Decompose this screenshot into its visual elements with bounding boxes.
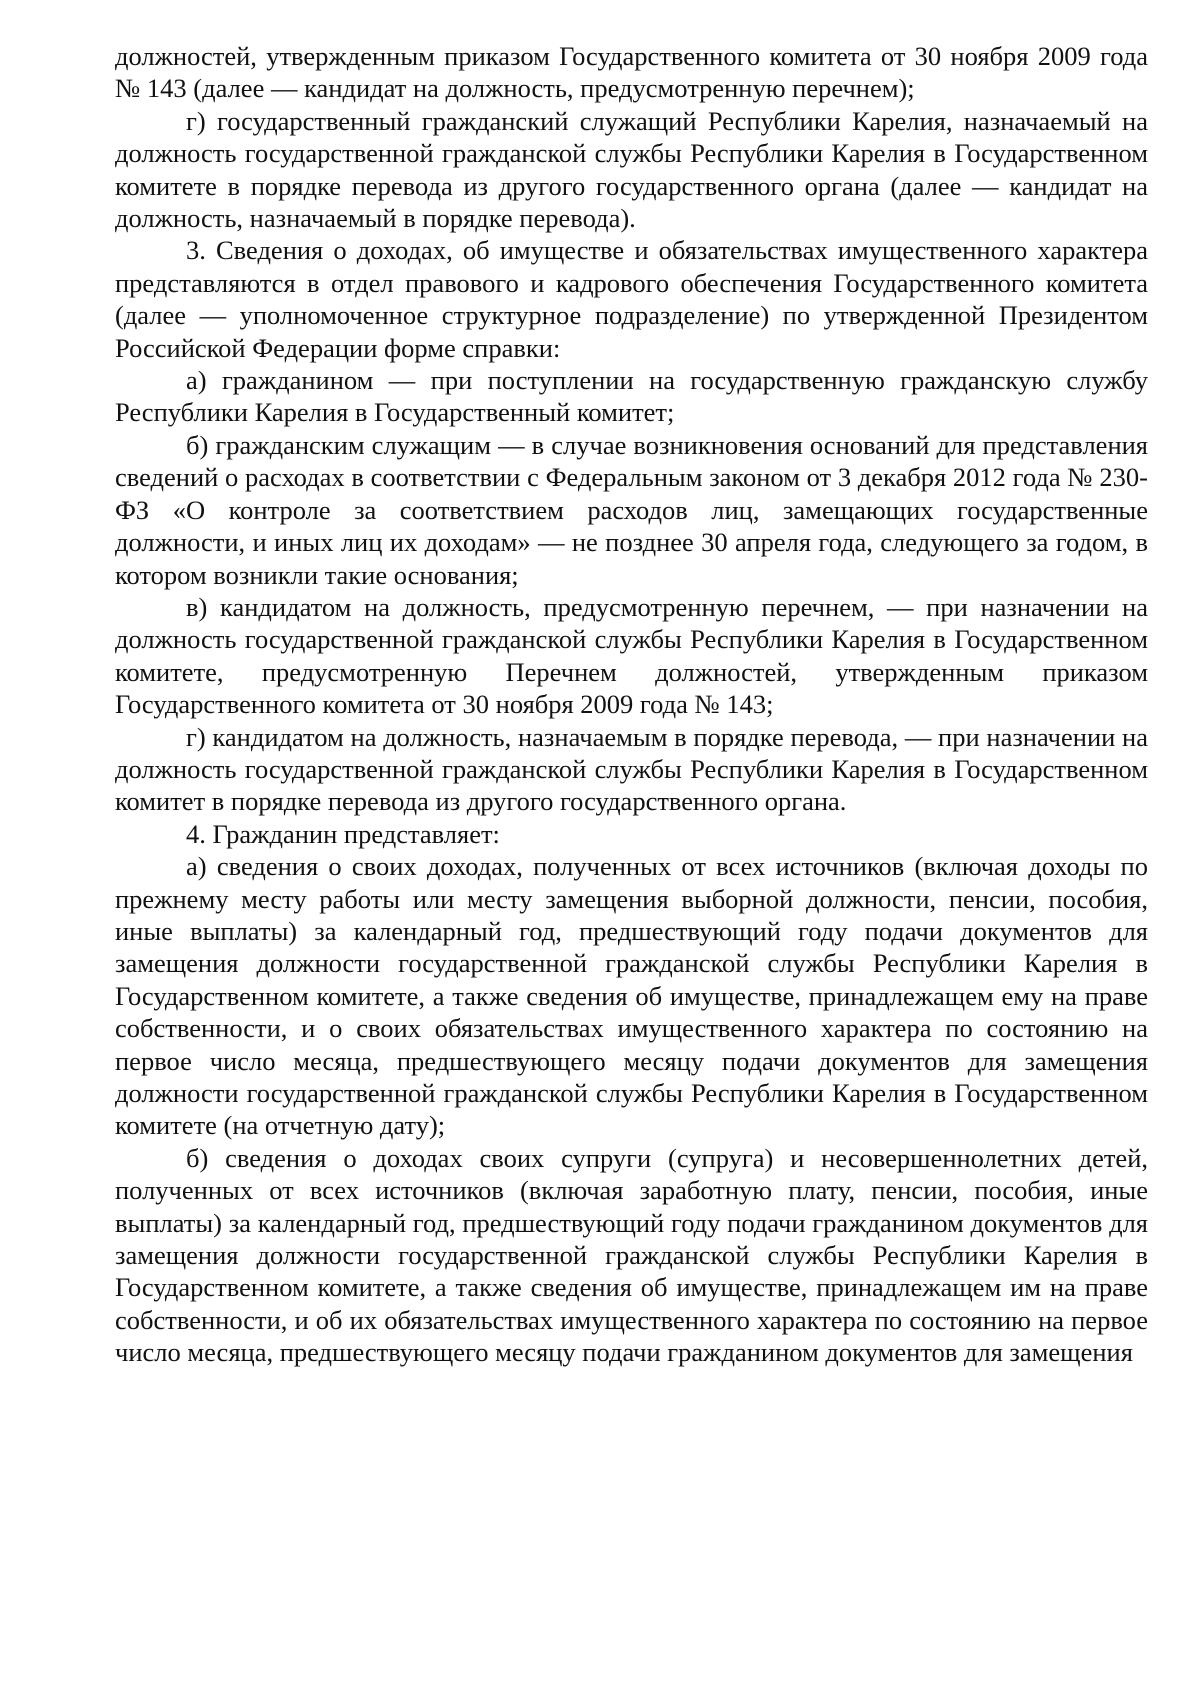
paragraph-2-g: г) государственный гражданский служащий Республики Карелия, назначаемый на должность государственной гражданской службы Республики Карелия в Государственном комитете в порядке перевода из другого государственного органа (далее — кандидат на должность, назначаемый в порядке перевода).: [115, 105, 1148, 234]
paragraph-4: 4. Гражданин представляет:: [186, 818, 500, 849]
paragraph-4-a: а) сведения о своих доходах, полученных от всех источников (включая доходы по прежнему месту работы или месту замещения выборной должности, пенсии, пособия, иные выплаты) за календарный год, предшествующий году подачи документов для замещения должности государственной гражданской службы Республики Карелия в Государственном комитете, а также сведения об имуществе, принадлежащем ему на праве собственности, и о своих обязательствах имущественного характера по состоянию на первое число месяца, предшествующего месяцу подачи документов для замещения должности государственной гражданской службы Республики Карелия в Государственном комитете (на отчетную дату);: [115, 851, 1148, 1141]
paragraph-continuation: должностей, утвержденным приказом Государственного комитета от 30 ноября 2009 года № 143 (далее — кандидат на должность, предусмотренную перечнем);: [115, 41, 1148, 104]
paragraph-3-a: а) гражданином — при поступлении на государственную гражданскую службу Республики Карелия в Государственный комитет;: [115, 365, 1148, 428]
document-page: [115, 40, 1148, 1369]
paragraph-3-b: б) гражданским служащим — в случае возникновения оснований для представления сведений о расходах в соответствии с Федеральным законом от 3 декабря 2012 года № 230-ФЗ «О контроле за соответствием расходов лиц, замещающих государственные должности, и иных лиц их доходам» — не позднее 30 апреля года, следующего за годом, в котором возникли такие основания;: [115, 429, 1148, 590]
paragraph-3-v: в) кандидатом на должность, предусмотренную перечнем, — при назначении на должность государственной гражданской службы Республики Карелия в Государственном комитете, предусмотренную Перечнем должностей, утвержденным приказом Государственного комитета от 30 ноября 2009 года № 143;: [115, 591, 1148, 720]
paragraph-3: 3. Сведения о доходах, об имуществе и обязательствах имущественного характера представляются в отдел правового и кадрового обеспечения Государственного комитета (далее — уполномоченное структурное подразделение) по утвержденной Президентом Российской Федерации форме справки:: [115, 235, 1148, 363]
paragraph-3-g: г) кандидатом на должность, назначаемым в порядке перевода, — при назначении на должность государственной гражданской службы Республики Карелия в Государственном комитет в порядке перевода из другого государственного органа.: [115, 721, 1148, 817]
paragraph-4-b: б) сведения о доходах своих супруги (супруга) и несовершеннолетних детей, полученных от всех источников (включая заработную плату, пенсии, пособия, иные выплаты) за календарный год, предшествующий году подачи гражданином документов для замещения должности государственной гражданской службы Республики Карелия в Государственном комитете, а также сведения об имуществе, принадлежащем им на праве собственности, и об их обязательствах имущественного характера по состоянию на первое число месяца, предшествующего месяцу подачи гражданином документов для замещения: [115, 1142, 1148, 1368]
